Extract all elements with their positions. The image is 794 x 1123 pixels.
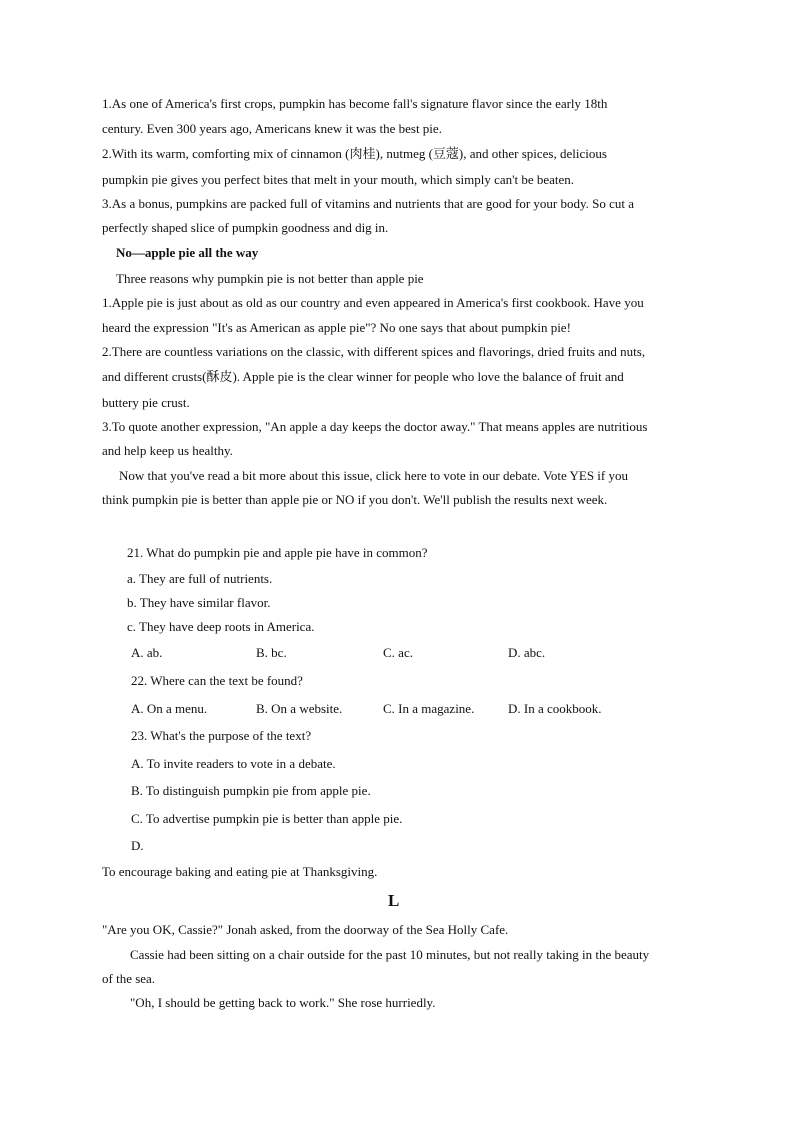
paragraph-line: heard the expression "It's as American as apple pie"? No one says that about pumpkin pie! <box>102 320 571 335</box>
paragraph-line: 2.With its warm, comforting mix of cinnamon (肉桂), nutmeg (豆蔻), and other spices, delicious <box>102 146 607 161</box>
paragraph-line: 1.Apple pie is just about as old as our country and even appeared in America's first cookbook. Have you <box>102 295 644 310</box>
question-23-option-b: B. To distinguish pumpkin pie from apple pie. <box>131 783 371 798</box>
paragraph-line: 3.To quote another expression, "An apple a day keeps the doctor away." That means apples are nutritious <box>102 419 648 434</box>
question-21-stem: 21. What do pumpkin pie and apple pie have in common? <box>127 545 428 560</box>
question-23-option-d-text: To encourage baking and eating pie at Thanksgiving. <box>102 864 378 879</box>
paragraph-line: perfectly shaped slice of pumpkin goodness and dig in. <box>102 220 389 235</box>
story-line: "Oh, I should be getting back to work." She rose hurriedly. <box>130 995 436 1010</box>
question-22-option-d: D. In a cookbook. <box>508 701 602 716</box>
paragraph-line: 2.There are countless variations on the classic, with different spices and flavorings, dried fruits and nuts, <box>102 344 646 359</box>
paragraph-line: 3.As a bonus, pumpkins are packed full of vitamins and nutrients that are good for your body. So cut a <box>102 196 635 211</box>
question-22-option-c: C. In a magazine. <box>383 701 475 716</box>
section-subheading: Three reasons why pumpkin pie is not better than apple pie <box>116 271 424 286</box>
paragraph-line: pumpkin pie gives you perfect bites that melt in your mouth, which simply can't be beaten. <box>102 172 575 187</box>
paragraph-line: think pumpkin pie is better than apple pie or NO if you don't. We'll publish the results next week. <box>102 492 608 507</box>
question-21-option-b: B. bc. <box>256 645 287 660</box>
paragraph-line: and different crusts(酥皮). Apple pie is the clear winner for people who love the balance of fruit and <box>102 369 624 384</box>
section-heading-no: No—apple pie all the way <box>116 245 259 260</box>
paragraph-line: century. Even 300 years ago, Americans knew it was the best pie. <box>102 121 442 136</box>
section-letter-heading: L <box>388 891 400 910</box>
question-23-option-d: D. <box>131 838 144 853</box>
question-22-stem: 22. Where can the text be found? <box>131 673 303 688</box>
question-21-option-a: A. ab. <box>131 645 163 660</box>
question-21-option-d: D. abc. <box>508 645 546 660</box>
paragraph-line: 1.As one of America's first crops, pumpkin has become fall's signature flavor since the early 18th <box>102 96 608 111</box>
question-21-option-c: C. ac. <box>383 645 413 660</box>
paragraph-line: buttery pie crust. <box>102 395 190 410</box>
story-line: Cassie had been sitting on a chair outside for the past 10 minutes, but not really taking in the beauty <box>130 947 650 962</box>
story-line: of the sea. <box>102 971 156 986</box>
question-22-option-b: B. On a website. <box>256 701 343 716</box>
paragraph-line: and help keep us healthy. <box>102 443 233 458</box>
question-21-item: a. They are full of nutrients. <box>127 571 273 586</box>
question-21-item: c. They have deep roots in America. <box>127 619 315 634</box>
question-23-stem: 23. What's the purpose of the text? <box>131 728 312 743</box>
question-21-item: b. They have similar flavor. <box>127 595 271 610</box>
question-23-option-a: A. To invite readers to vote in a debate. <box>131 756 336 771</box>
story-line: "Are you OK, Cassie?" Jonah asked, from the doorway of the Sea Holly Cafe. <box>102 922 509 937</box>
question-23-option-c: C. To advertise pumpkin pie is better than apple pie. <box>131 811 403 826</box>
paragraph-line: Now that you've read a bit more about this issue, click here to vote in our debate. Vote YES if you <box>119 468 628 483</box>
question-22-option-a: A. On a menu. <box>131 701 208 716</box>
